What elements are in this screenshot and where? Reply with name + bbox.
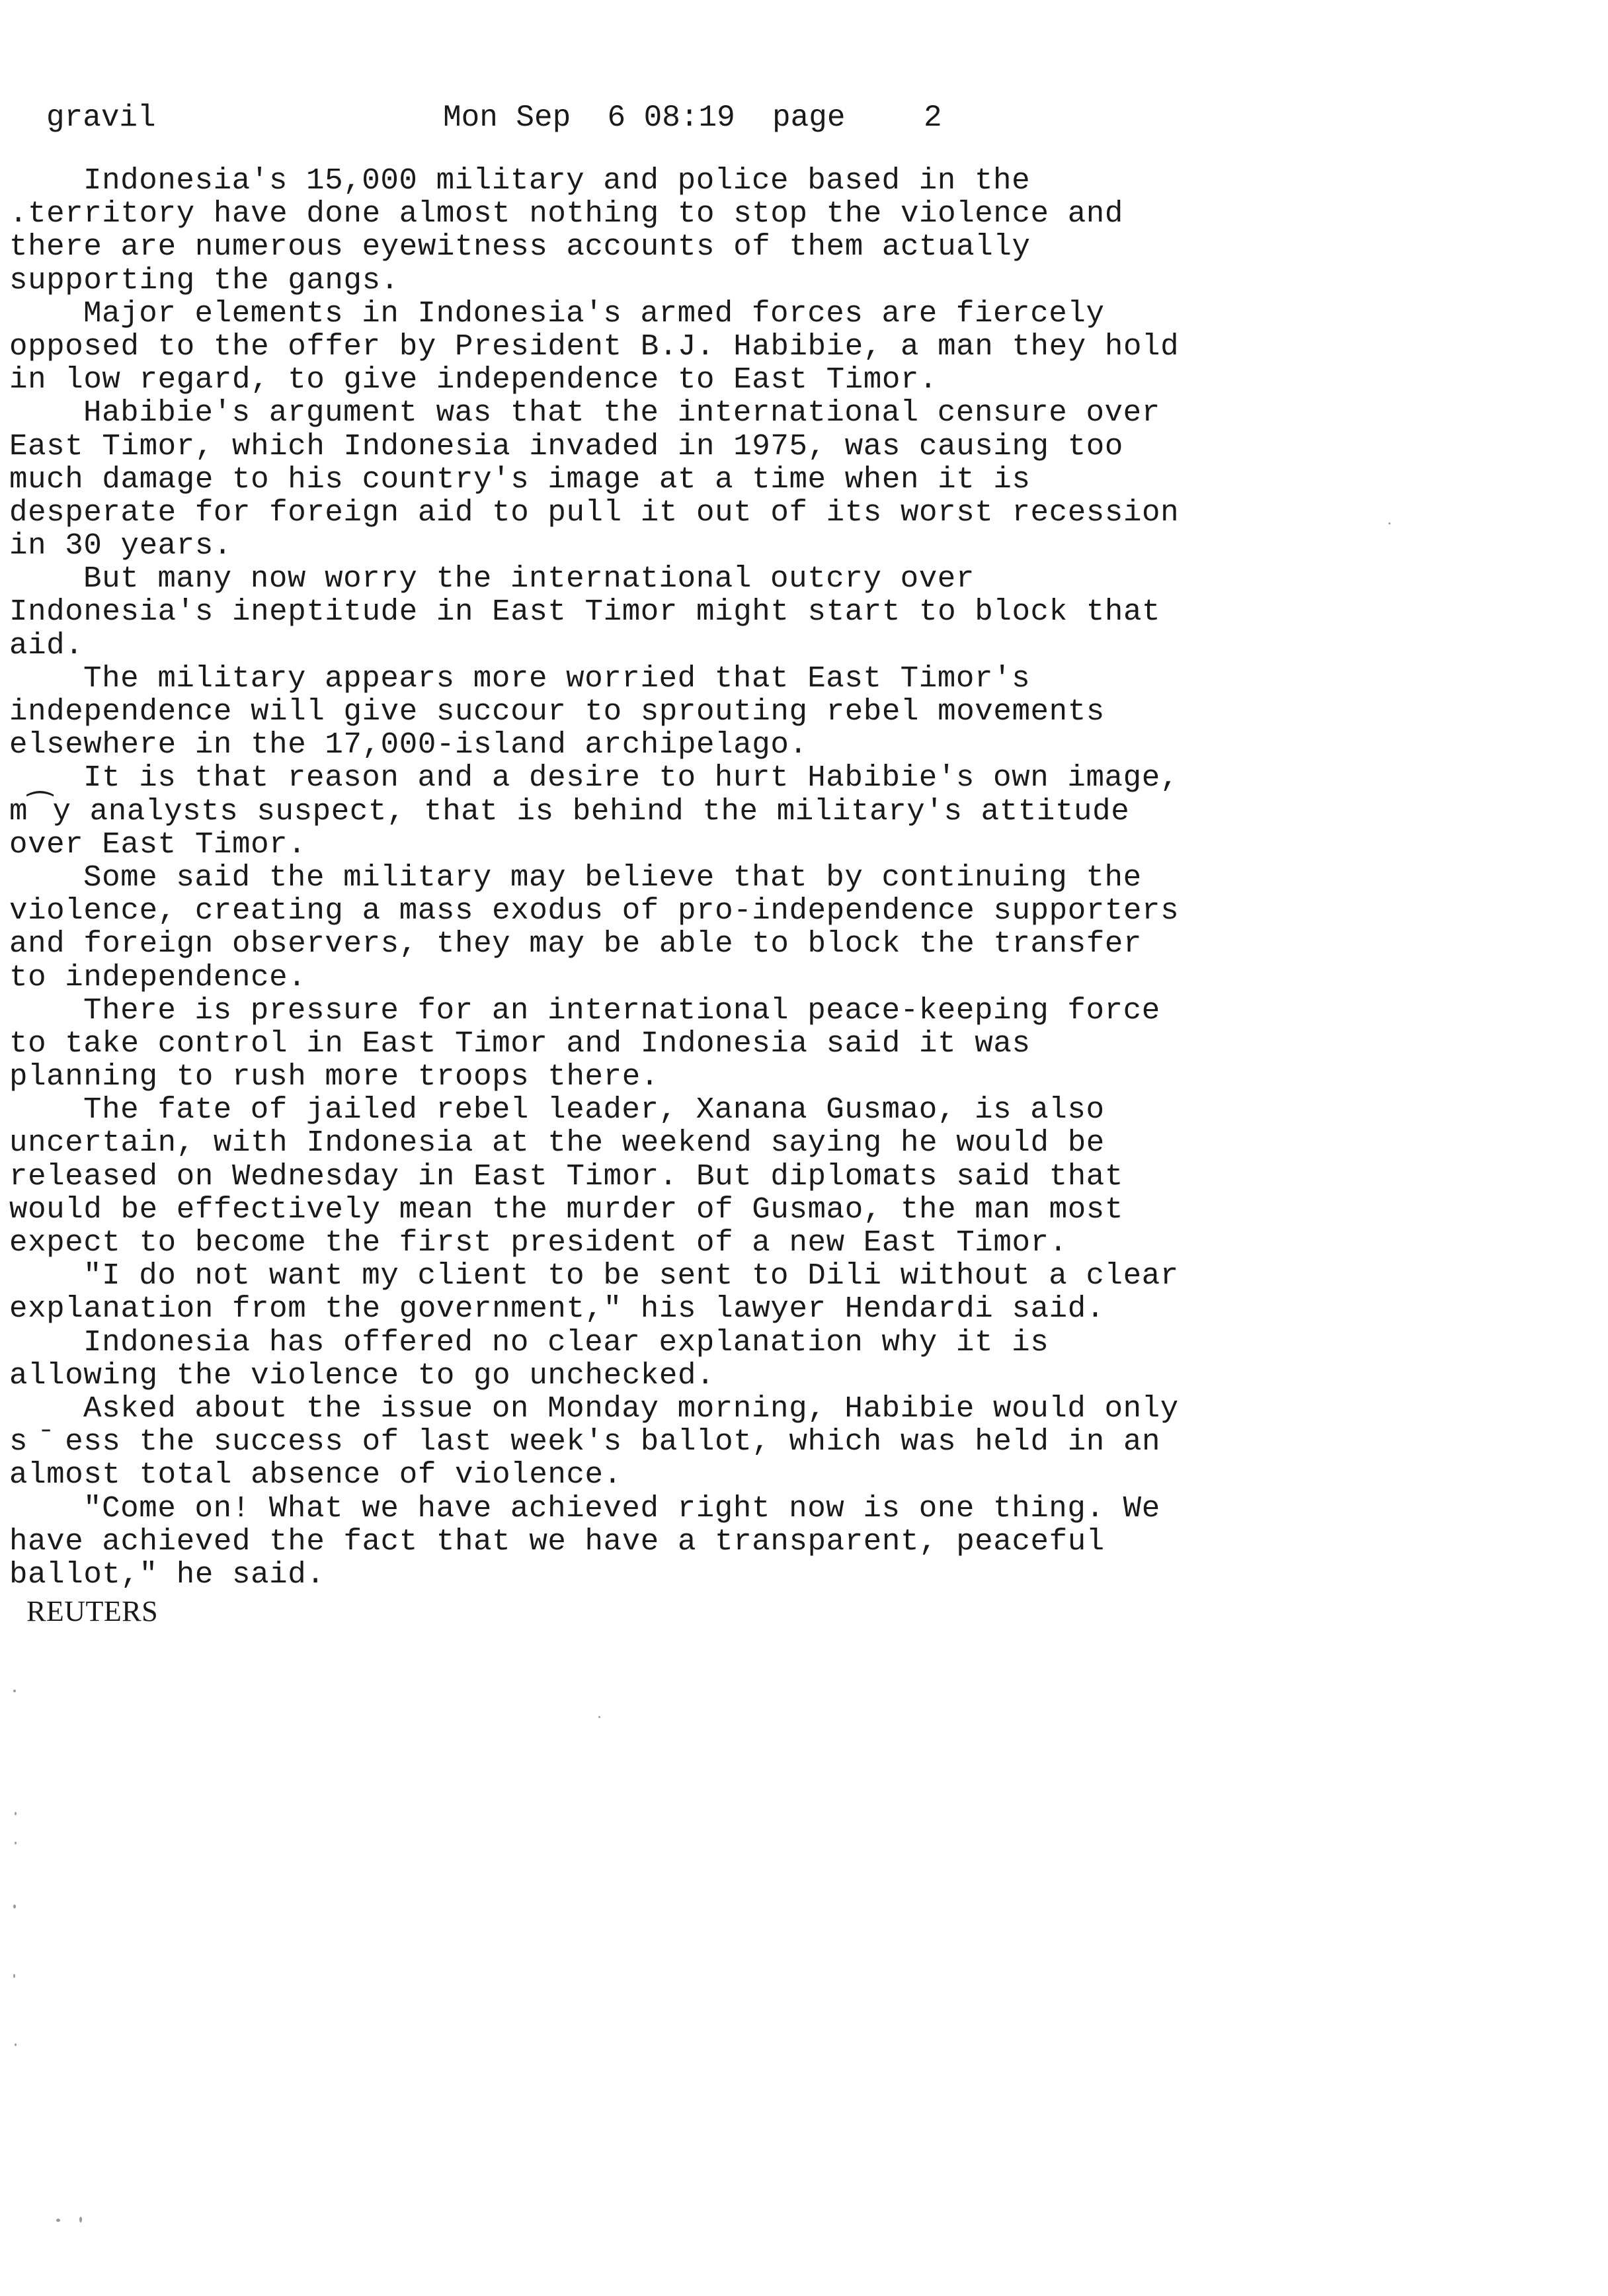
article-line: violence, creating a mass exodus of pro-independence supporters xyxy=(9,893,1180,928)
scan-speck xyxy=(13,1905,16,1908)
article-line: much damage to his country's image at a time when it is xyxy=(9,462,1031,497)
article-line: explanation from the government," his lawyer Hendardi said. xyxy=(9,1292,1105,1327)
article-line: Some said the military may believe that by continuing the xyxy=(83,860,1142,895)
page-header xyxy=(46,98,1038,138)
header-filename: gravil xyxy=(46,101,156,135)
article-line: released on Wednesday in East Timor. But diplomats said that xyxy=(9,1159,1123,1194)
header-page-label: page xyxy=(772,101,846,135)
article-line: in 30 years. xyxy=(9,528,232,563)
article-line: uncertain, with Indonesia at the weekend saying he would be xyxy=(9,1126,1105,1161)
article-line: there are numerous eyewitness accounts of them actually xyxy=(9,229,1031,265)
article-line: The military appears more worried that East Timor's xyxy=(83,661,1031,696)
article-line: allowing the violence to go unchecked. xyxy=(9,1358,715,1393)
article-line: Indonesia's 15,000 military and police based in the xyxy=(83,163,1031,198)
article-line: There is pressure for an international peace-keeping force xyxy=(83,993,1160,1028)
article-line: Habibie's argument was that the international censure over xyxy=(83,395,1160,430)
scan-speck xyxy=(56,2219,60,2222)
article-line: East Timor, which Indonesia invaded in 1975, was causing too xyxy=(9,429,1123,464)
article-line: to take control in East Timor and Indonesia said it was xyxy=(9,1026,1031,1061)
article-line: desperate for foreign aid to pull it out of its worst recession xyxy=(9,495,1180,530)
article-line: s ̄ ess the success of last week's ballot, which was held in an xyxy=(9,1424,1161,1459)
header-page-number: 2 xyxy=(924,101,942,135)
article-line: opposed to the offer by President B.J. Habibie, a man they hold xyxy=(9,329,1180,364)
scan-speck xyxy=(598,1716,600,1718)
article-line: supporting the gangs. xyxy=(9,263,399,298)
article-line: have achieved the fact that we have a transparent, peaceful xyxy=(9,1524,1105,1559)
article-line: Indonesia has offered no clear explanation why it is xyxy=(83,1325,1049,1360)
article-line: .territory have done almost nothing to stop the violence and xyxy=(9,196,1123,231)
scan-speck xyxy=(79,2217,82,2223)
scan-speck xyxy=(13,1690,16,1692)
article-line: m⁀y analysts suspect, that is behind the military's attitude xyxy=(9,794,1130,829)
article-line: Indonesia's ineptitude in East Timor might start to block that xyxy=(9,594,1161,630)
article-line: would be effectively mean the murder of Gusmao, the man most xyxy=(9,1192,1123,1227)
article-line: "I do not want my client to be sent to Dili without a clear xyxy=(83,1258,1179,1293)
scan-speck xyxy=(15,2043,17,2046)
article-line: ballot," he said. xyxy=(9,1557,325,1592)
scan-speck xyxy=(15,1842,17,1844)
article-line: in low regard, to give independence to East Timor. xyxy=(9,362,938,397)
article-line: elsewhere in the 17,000-island archipelago. xyxy=(9,727,808,762)
article-signoff: REUTERS xyxy=(26,1595,159,1627)
article-line: and foreign observers, they may be able to block the transfer xyxy=(9,926,1143,962)
article-line: almost total absence of violence. xyxy=(9,1457,622,1493)
article-line: Major elements in Indonesia's armed forces are fiercely xyxy=(83,296,1105,331)
article-line: But many now worry the international outcry over xyxy=(83,561,975,596)
article-line: over East Timor. xyxy=(9,827,307,862)
article-line: Asked about the issue on Monday morning, Habibie would only xyxy=(83,1391,1179,1426)
article-line: It is that reason and a desire to hurt Habibie's own image, xyxy=(83,760,1179,796)
article-body xyxy=(9,164,1596,1591)
article-line: expect to become the first president of a new East Timor. xyxy=(9,1225,1068,1260)
scan-speck xyxy=(13,1974,15,1978)
scan-speck xyxy=(15,1812,17,1815)
article-line: to independence. xyxy=(9,960,307,995)
scan-speck xyxy=(1388,522,1390,524)
article-line: independence will give succour to sprouting rebel movements xyxy=(9,694,1105,729)
article-line: The fate of jailed rebel leader, Xanana Gusmao, is also xyxy=(83,1092,1105,1128)
article-line: planning to rush more troops there. xyxy=(9,1059,659,1094)
header-timestamp: Mon Sep 6 08:19 xyxy=(443,101,735,135)
article-line: "Come on! What we have achieved right now is one thing. We xyxy=(83,1491,1160,1526)
article-line: aid. xyxy=(9,628,84,663)
